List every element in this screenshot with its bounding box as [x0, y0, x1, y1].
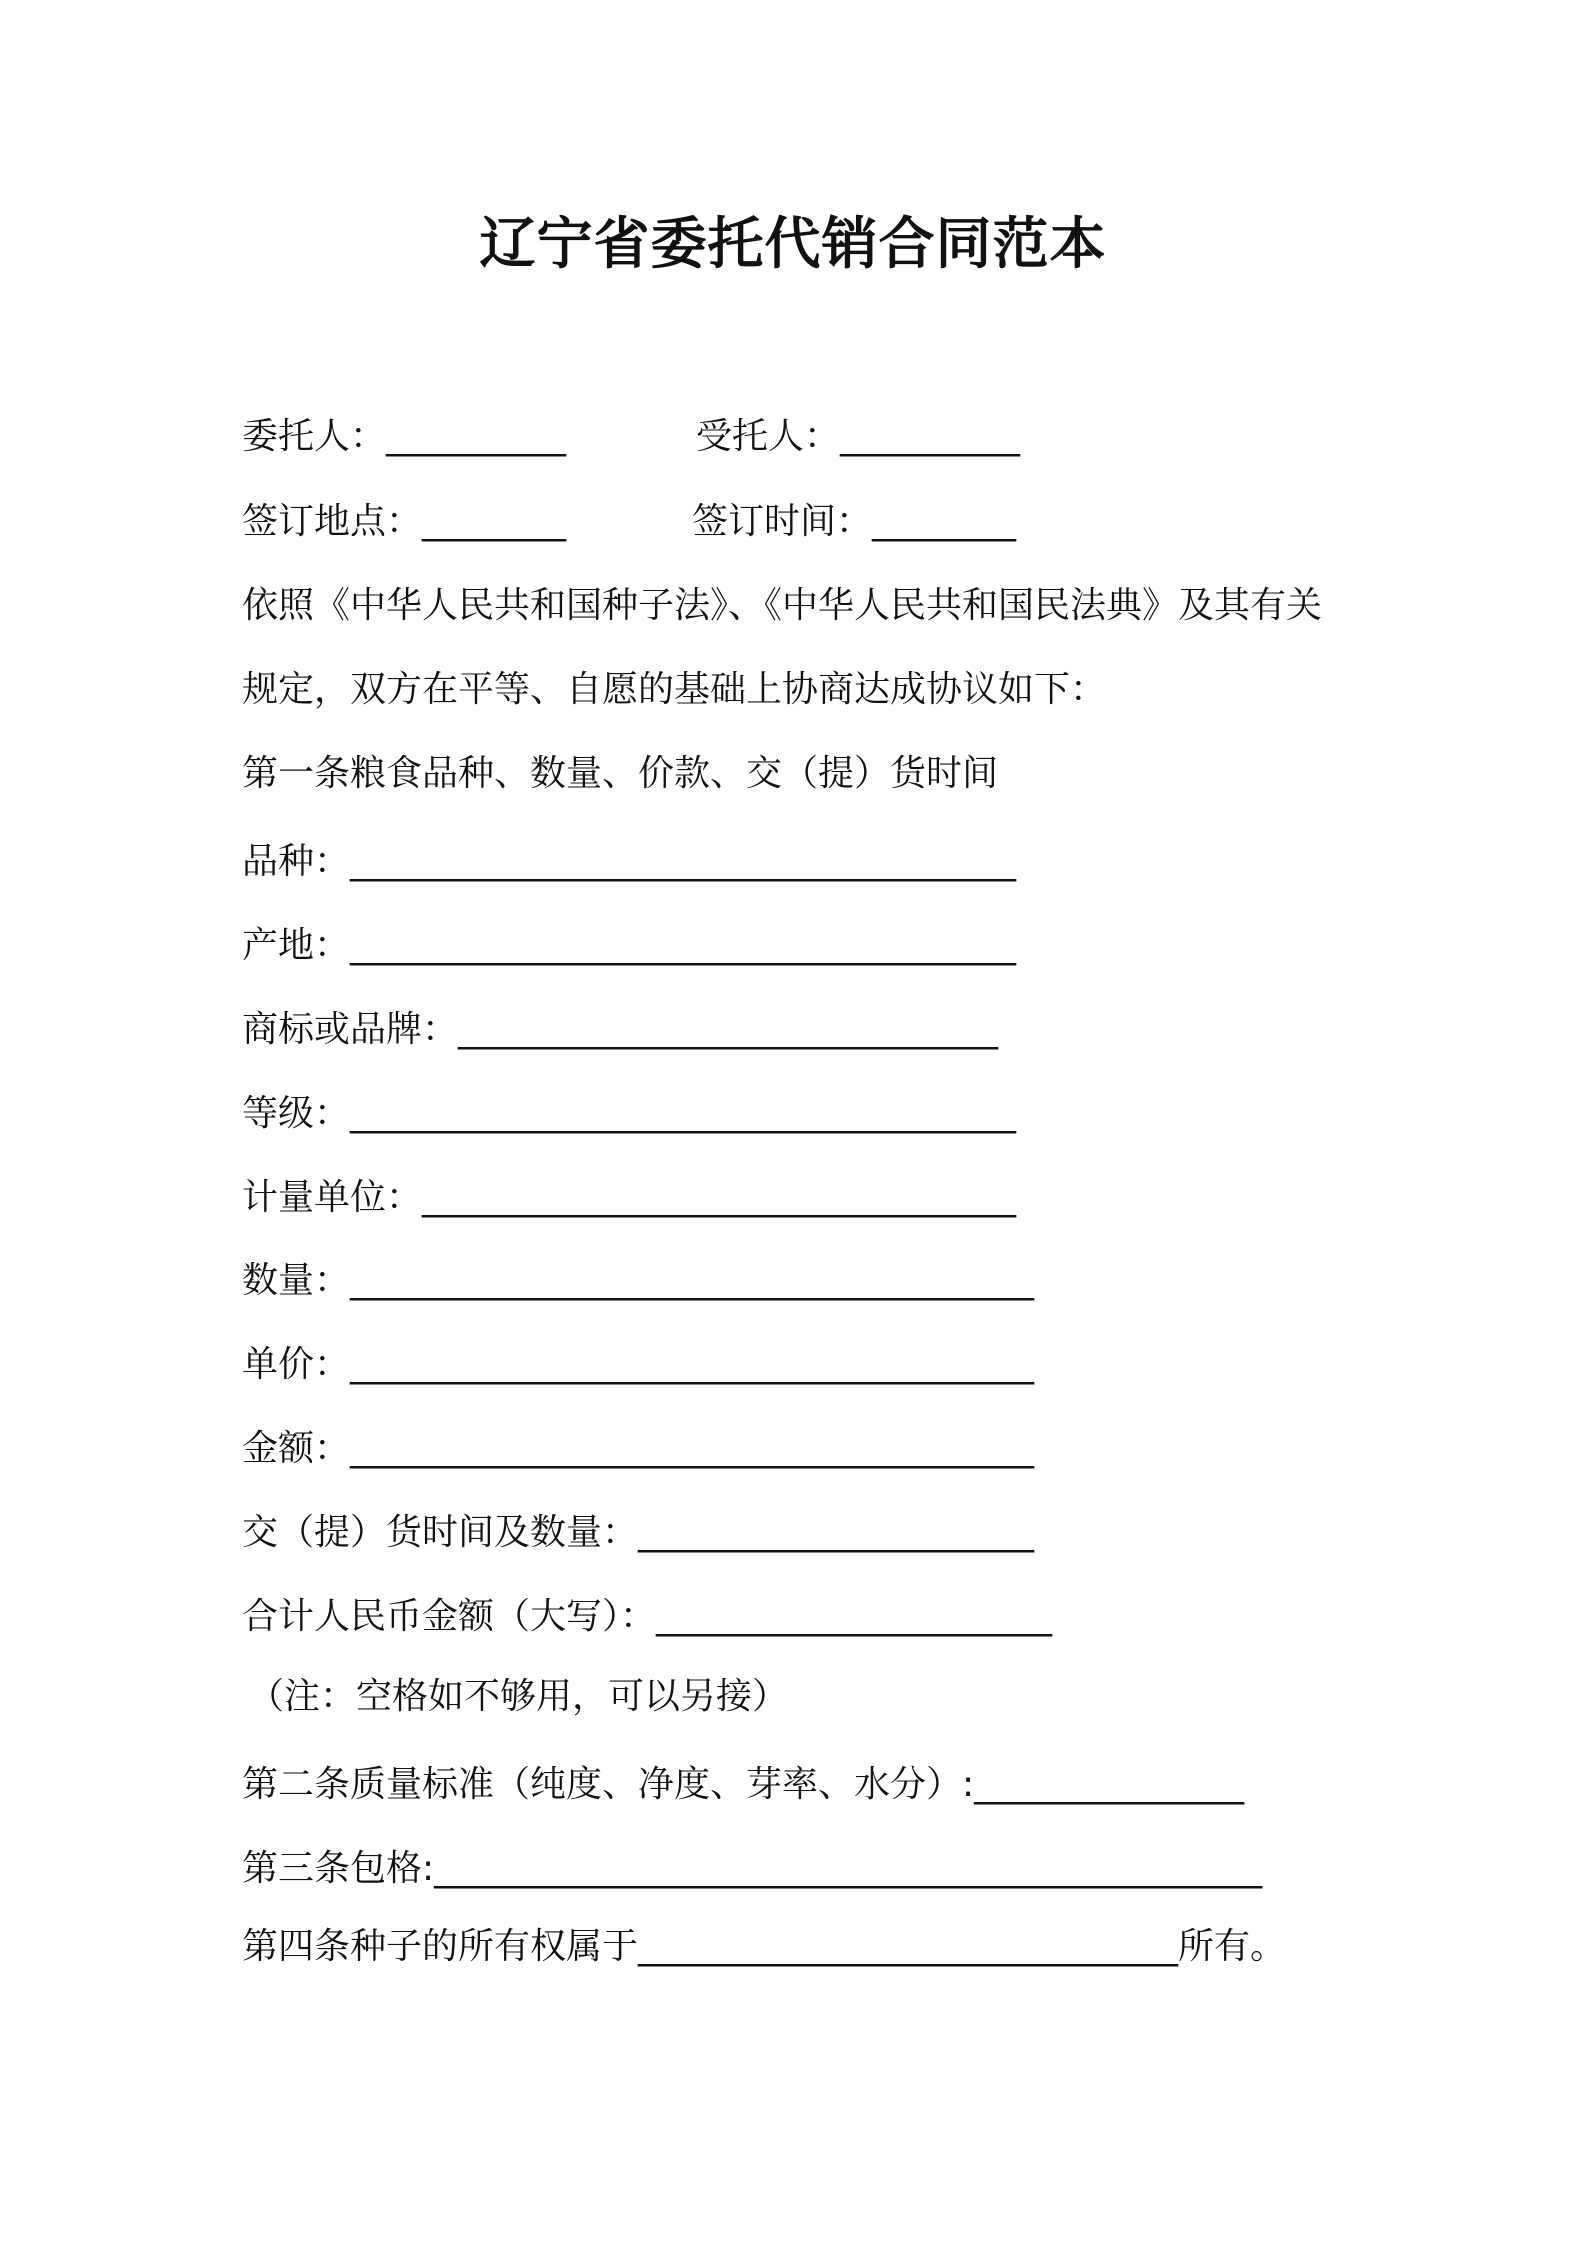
field-origin: 产地：_____________________________________: [242, 925, 1017, 966]
field-variety: 品种：_____________________________________: [242, 841, 1017, 882]
article-4: 第四条种子的所有权属于______________________________所有。: [242, 1926, 1287, 1967]
header-row-parties: [242, 412, 1020, 462]
field-unit: 计量单位：_________________________________: [242, 1177, 1017, 1218]
header-row-signing: [242, 497, 1016, 547]
field-brand: 商标或品牌：______________________________: [242, 1009, 999, 1050]
sign-place-field: 签订地点：________: [242, 501, 567, 542]
article-1-heading: 第一条粮食品种、数量、价款、交（提）货时间: [242, 753, 999, 794]
principal-field: 委托人：__________: [242, 416, 567, 457]
preamble-line-1: 依照《中华人民共和国种子法》、《中华人民共和国民法典》及其有关: [242, 585, 1323, 626]
sign-time-field: 签订时间：________: [692, 501, 1017, 542]
article-1-note: （注：空格如不够用，可以另接）: [248, 1676, 789, 1717]
field-grade: 等级：_____________________________________: [242, 1093, 1017, 1134]
preamble-line-2: 规定，双方在平等、自愿的基础上协商达成协议如下：: [242, 669, 1107, 710]
field-unit-price: 单价：______________________________________: [242, 1344, 1035, 1385]
field-amount: 金额：______________________________________: [242, 1428, 1035, 1469]
article-2: 第二条质量标准（纯度、净度、芽率、水分）:_______________: [242, 1764, 1245, 1805]
field-quantity: 数量：______________________________________: [242, 1260, 1035, 1301]
article-3: 第三条包格:______________________________________________: [242, 1848, 1263, 1889]
field-delivery-time: 交（提）货时间及数量：______________________: [242, 1512, 1035, 1553]
field-total-rmb: 合计人民币金额（大写）：______________________: [242, 1596, 1053, 1637]
document-title: 辽宁省委托代销合同范本: [479, 212, 1107, 277]
agent-field: 受托人：__________: [696, 416, 1021, 457]
